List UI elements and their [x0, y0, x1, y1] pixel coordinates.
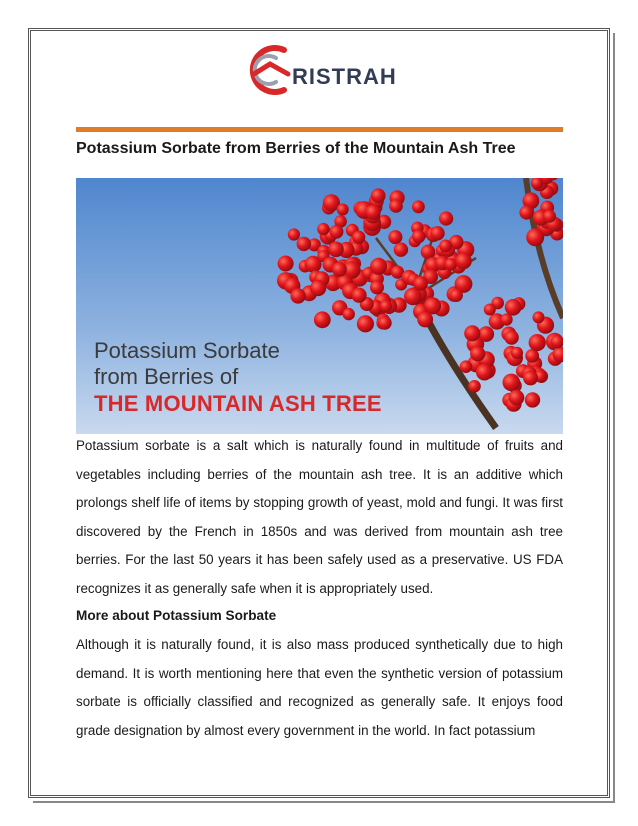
berry [343, 308, 355, 320]
berry [468, 380, 481, 393]
berry [330, 225, 344, 239]
berry [352, 231, 365, 244]
berry [445, 258, 458, 271]
berry [504, 330, 518, 344]
berry [543, 210, 556, 223]
section-heading: More about Potassium Sorbate [76, 608, 277, 623]
berry [525, 392, 540, 407]
berry [523, 370, 538, 385]
berry [412, 230, 425, 243]
berry [278, 256, 294, 272]
berry [476, 364, 493, 381]
berry [455, 253, 472, 270]
berry [389, 199, 403, 213]
berry [505, 299, 522, 316]
berry [412, 200, 425, 213]
berry [464, 325, 480, 341]
berry [460, 360, 473, 373]
berry [297, 237, 311, 251]
berry [470, 346, 485, 361]
berry [430, 226, 444, 240]
article-title: Potassium Sorbate from Berries of the Mountain Ash Tree [76, 140, 516, 157]
logo-wordmark: RISTRAH [292, 64, 397, 89]
berry [439, 240, 452, 253]
section-paragraph: Although it is naturally found, it is also mass produced synthetically due to high demand. It is worth mentioning here that even the synthetic version of potassium sorbate is officially classified and recognized as generally safe. It enjoys food grade designation by almost every government in the world. In fact potassium [76, 637, 563, 738]
berry [484, 304, 496, 316]
berry [529, 334, 546, 351]
berry [310, 280, 326, 296]
berry [509, 390, 525, 406]
berry [439, 211, 453, 225]
berry [450, 289, 463, 302]
berry [317, 223, 329, 235]
hero-caption [94, 338, 382, 418]
berry [388, 230, 402, 244]
berry [365, 205, 380, 220]
hero-caption-line3: THE MOUNTAIN ASH TREE [94, 391, 382, 416]
berry [394, 243, 408, 257]
berry [503, 374, 521, 392]
hero-caption-line1: Potassium Sorbate [94, 338, 280, 363]
berry [413, 276, 428, 291]
berry [370, 258, 387, 275]
berry [332, 262, 347, 277]
berry [357, 315, 374, 332]
berry [533, 311, 545, 323]
berry [371, 188, 386, 203]
berry [328, 242, 344, 258]
berry [370, 280, 384, 294]
title-accent-rule [76, 127, 563, 132]
berry [380, 300, 392, 312]
berry [417, 312, 433, 328]
berry [290, 288, 305, 303]
intro-paragraph: Potassium sorbate is a salt which is naturally found in multitude of fruits and vegetables including berries of the mountain ash tree. It is an additive which prolongs shelf life of items by stopping growth of yeast, mold and fungi. It was first discovered by the French in 1850s and was derived from mountain ash tree berries. For the last 50 years it has been safely used as a preservative. US FDA recognizes it as generally safe when it is appropriately used. [76, 438, 563, 596]
berry [519, 205, 533, 219]
berry [511, 347, 523, 359]
berry [337, 204, 349, 216]
berry [352, 288, 367, 303]
berry [378, 316, 392, 330]
hero-caption-line2: from Berries of [94, 364, 239, 389]
berry [478, 326, 494, 342]
berry [526, 228, 544, 246]
berry [288, 228, 300, 240]
hero-image [76, 178, 563, 434]
berry [314, 311, 331, 328]
